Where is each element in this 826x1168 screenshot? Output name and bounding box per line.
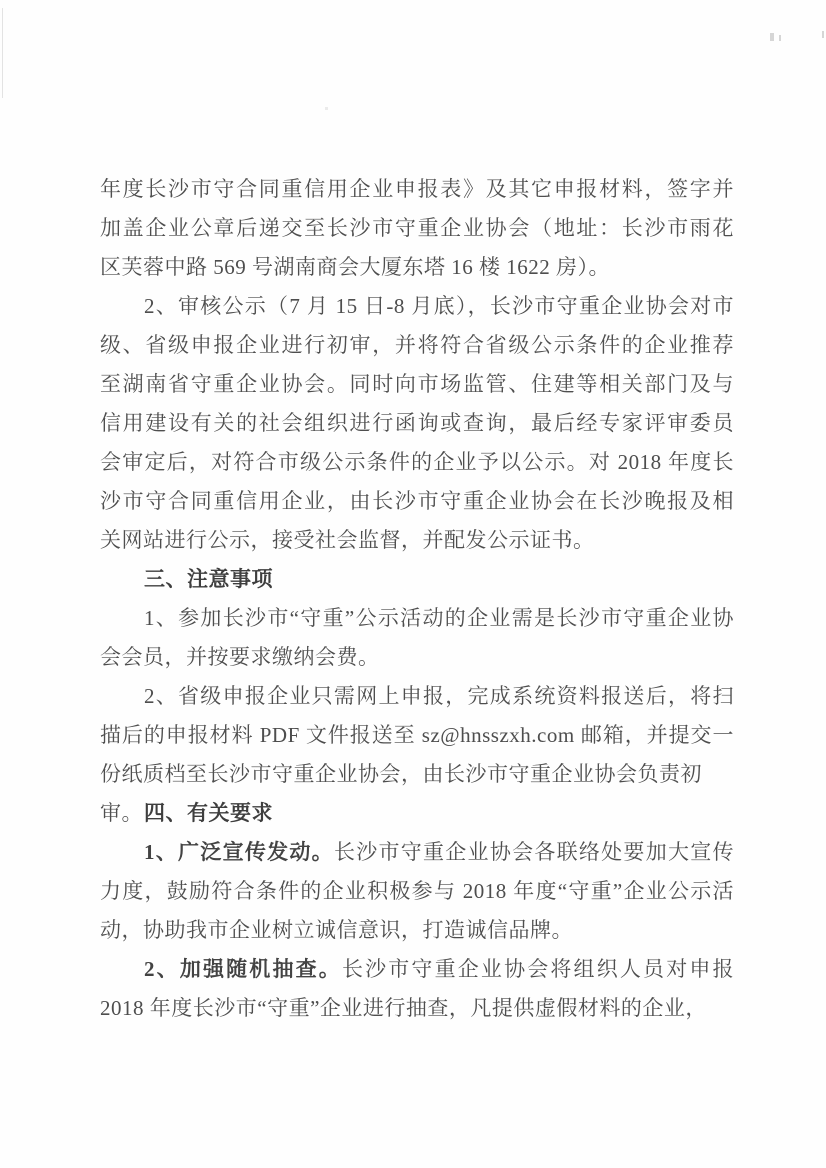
text-line: 份纸质档至长沙市守重企业协会，由长沙市守重企业协会负责初审。 — [100, 762, 702, 825]
text-line: 区芙蓉中路 569 号湖南商会大厦东塔 16 楼 1622 房）。 — [100, 255, 610, 279]
text-line: 会审定后，对符合市级公示条件的企业予以公示。对 2018 年度长 — [100, 450, 734, 474]
text-line: 描后的申报材料 PDF 文件报送至 sz@hnsszxh.com 邮箱，并提交一 — [100, 723, 734, 747]
line-rest: 长沙市守重企业协会各联络处要加大宣传 — [333, 840, 735, 864]
scan-speck — [770, 33, 774, 41]
text-line: 关网站进行公示，接受社会监督，并配发公示证书。 — [100, 528, 595, 552]
line-rest: 长沙市守重企业协会将组织人员对申报 — [341, 957, 735, 981]
text-line: 2、审核公示（7 月 15 日-8 月底），长沙市守重企业协会对市 — [144, 294, 734, 318]
document-body — [100, 170, 734, 1028]
text-line: 力度，鼓励符合条件的企业积极参与 2018 年度“守重”企业公示活 — [100, 879, 734, 903]
lead-phrase: 2、加强随机抽查。 — [144, 957, 342, 981]
text-line: 动，协助我市企业树立诚信意识，打造诚信品牌。 — [100, 918, 573, 942]
text-line: 至湖南省守重企业协会。同时向市场监管、住建等相关部门及与 — [100, 372, 734, 396]
section-heading-requirements: 四、有关要求 — [144, 801, 273, 825]
text-line: 会会员，并按要求缴纳会费。 — [100, 645, 380, 669]
scan-speck — [325, 107, 328, 110]
text-line — [100, 950, 734, 989]
text-line: 信用建设有关的社会组织进行函询或查询，最后经专家评审委员 — [100, 411, 734, 435]
text-line: 级、省级申报企业进行初审，并将符合省级公示条件的企业推荐 — [100, 333, 734, 357]
lead-phrase: 1、广泛宣传发动。 — [144, 840, 334, 864]
text-line: 1、参加长沙市“守重”公示活动的企业需是长沙市守重企业协 — [144, 606, 734, 630]
text-line: 2、省级申报企业只需网上申报，完成系统资料报送后，将扫 — [144, 684, 734, 708]
section-heading-notes: 三、注意事项 — [144, 567, 273, 591]
text-line — [100, 833, 734, 872]
scan-edge-artifact — [2, 8, 3, 98]
scan-speck — [822, 31, 824, 38]
scan-speck — [779, 35, 781, 41]
text-line: 加盖企业公章后递交至长沙市守重企业协会（地址：长沙市雨花 — [100, 216, 734, 240]
text-line: 沙市守合同重信用企业，由长沙市守重企业协会在长沙晚报及相 — [100, 489, 734, 513]
text-line: 2018 年度长沙市“守重”企业进行抽查，凡提供虚假材料的企业， — [100, 996, 707, 1020]
text-line: 年度长沙市守合同重信用企业申报表》及其它申报材料，签字并 — [100, 177, 734, 201]
